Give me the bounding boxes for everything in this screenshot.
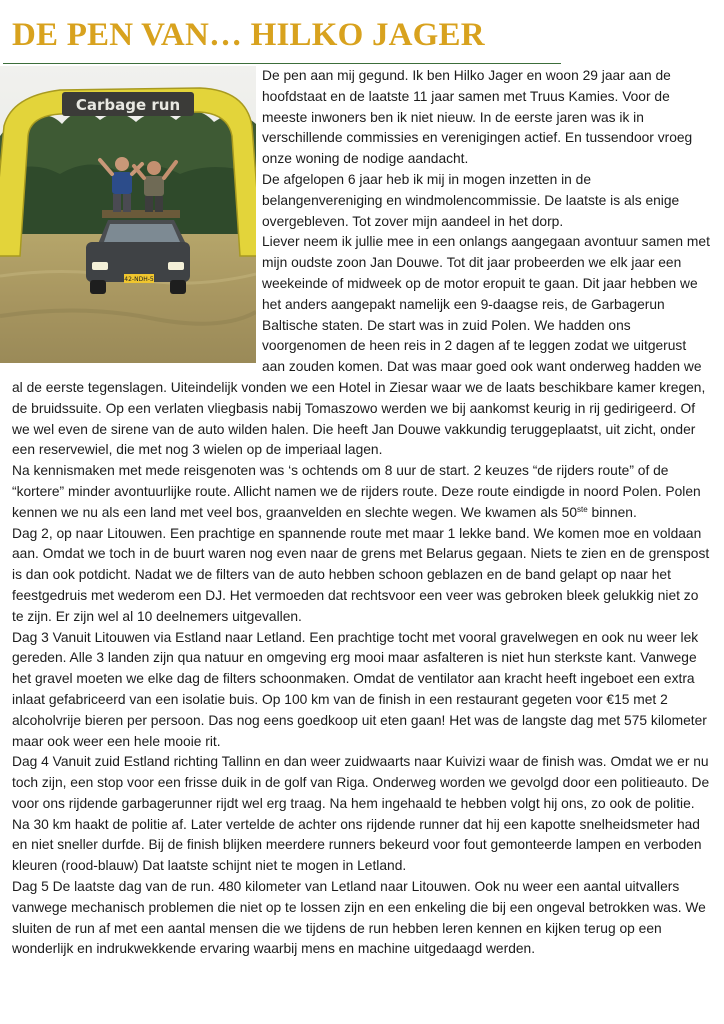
paragraph-intro: De pen aan mij gegund. Ik ben Hilko Jager en woon 29 jaar aan de hoofdstaat en de laatste 11 jaar samen met Truus Kamies. Voor de meeste inwoners ben ik niet nieuw. In de eerste jaren was ik in verschillende commissies en verenigingen actief. En tussendoor vroeg onze woning de nodige aandacht. [262,68,693,167]
paragraph-adventure: Liever neem ik jullie mee in een onlangs aangegaan avontuur samen met mijn oudste zoon Jan Douwe. Tot dit jaar probeerden we elk jaar een weekeinde of midweek op de motor eropuit te gaan. Dit jaar hebben we het anders aangepakt namelijk een 9-daagse reis, de Garbagerun Baltische staten. De start was in zuid Polen. We hadden ons voorgenomen de heen reis in 2 dagen af te leggen zodat we uitgerust aan zouden komen. Dat was maar goed ook want onderweg hadden we al de eerste tegenslagen. Uiteindelijk vonden we een Hotel in Ziesar waar we de laats beschikbare kamer kregen, de bruidssuite. Op een verlaten vliegbasis nabij Tomaszowo werden we bij aankomst keurig in rij gedirigeerd. Of we wel even de sirene van de auto wilden halen. Die heeft Jan Douwe vakkundig teruggeplaatst, uit zicht, onder een reservewiel, die met nog 3 wielen op de imperiaal lagen. [12,234,710,458]
paragraph-day-1 [12,461,712,523]
day-1-text: Na kennismaken met mede reisgenoten was ‘s ochtends om 8 uur de start. 2 keuzes “de rijders route” of de “kortere” minder avontuurlijke route. Allicht namen we de rijders route. Deze route eindigde in noord Polen. Polen kennen we nu als een land met veel bos, graanvelden en slechte wegen. We kwamen als 50 [12,463,701,520]
ordinal-suffix: ste [577,504,588,514]
paragraph-commissions: De afgelopen 6 jaar heb ik mij in mogen inzetten in de belangenvereniging en windmolencommissie. De laatste is als enige overgebleven. Tot zover mijn aandeel in het dorp. [262,171,680,229]
title-underline [3,63,561,64]
paragraph-day-2: Dag 2, op naar Litouwen. Een prachtige en spannende route met maar 1 lekke band. We komen moe en voldaan aan. Omdat we toch in de buurt waren nog even naar de grens met Belarus gegaan. Niets te zien en de grenspost is dan ook potdicht. Nadat we de filters van de auto hebben schoon geblazen en de band gelapt op naar het feestgedruis met wederom een DJ. Het vermoeden dat rechtsvoor een veer was gebroken bleek gelukkig niet zo te zijn. Er zijn wel al 10 deelnemers uitgevallen. [12,525,710,624]
page-title: DE PEN VAN… HILKO JAGER [12,17,485,53]
arch-banner-text: Carbage run [75,96,181,114]
license-plate-text: 42-NDH-5 [124,276,154,283]
article-body [12,66,712,960]
paragraph-day-5: Dag 5 De laatste dag van de run. 480 kilometer van Letland naar Litouwen. Ook nu weer een aantal uitvallers vanwege mechanisch problemen die niet op te lossen zijn en een enkeling die bij een ongeval betrokken was. We sluiten de run af met een aantal mensen die we tijdens de run hebben leren kennen en kijken terug op een wonderlijk en indrukwekkende ervaring waarbij mens en machine uitgedaagd werden. [12,879,706,957]
paragraph-day-3: Dag 3 Vanuit Litouwen via Estland naar Letland. Een prachtige tocht met vooral gravelwegen en ook nu weer lek gereden. Alle 3 landen zijn qua natuur en omgeving erg mooi maar asfalteren is niet hun sterkste kant. Vanwege het gravel moeten we elke dag de filters schoonmaken. Omdat de ventilator aan kracht heeft ingeboet een extra inlaat gefabriceerd van een isolatie buis. Op 100 km van de finish in een restaurant gegeten voor €15 met 2 alcoholvrije bieren per persoon. Das nog eens goedkoop uit eten gaan! Het was de langste dag met 575 kilometer maar ook weer een hele mooie rit. [12,629,707,749]
photo-illustration [0,66,256,363]
paragraph-day-4: Dag 4 Vanuit zuid Estland richting Tallinn en dan weer zuidwaarts naar Kuivizi waar de finish was. Omdat we er nu toch zijn, een stop voor een frisse duik in de golf van Riga. Onderweg worden we gevolgd door een politieauto. De voor ons rijdende garbagerunner rijdt wel erg traag. Na hem ingehaald te hebben volgt hij ons, zo ook de politie. Na 30 km haakt de politie af. Later vertelde de achter ons rijdende runner dat hij een kapotte snelheidsmeter had en niet sneller durfde. Bij de finish blijken meerdere runners bekeurd voor fout gemonteerde lampen en verboden kleuren (rood-blauw) Dat laatste schijnt niet te mogen in Letland. [12,754,710,874]
day-1-ending: binnen. [587,504,637,520]
garbage-run-photo [0,66,256,363]
